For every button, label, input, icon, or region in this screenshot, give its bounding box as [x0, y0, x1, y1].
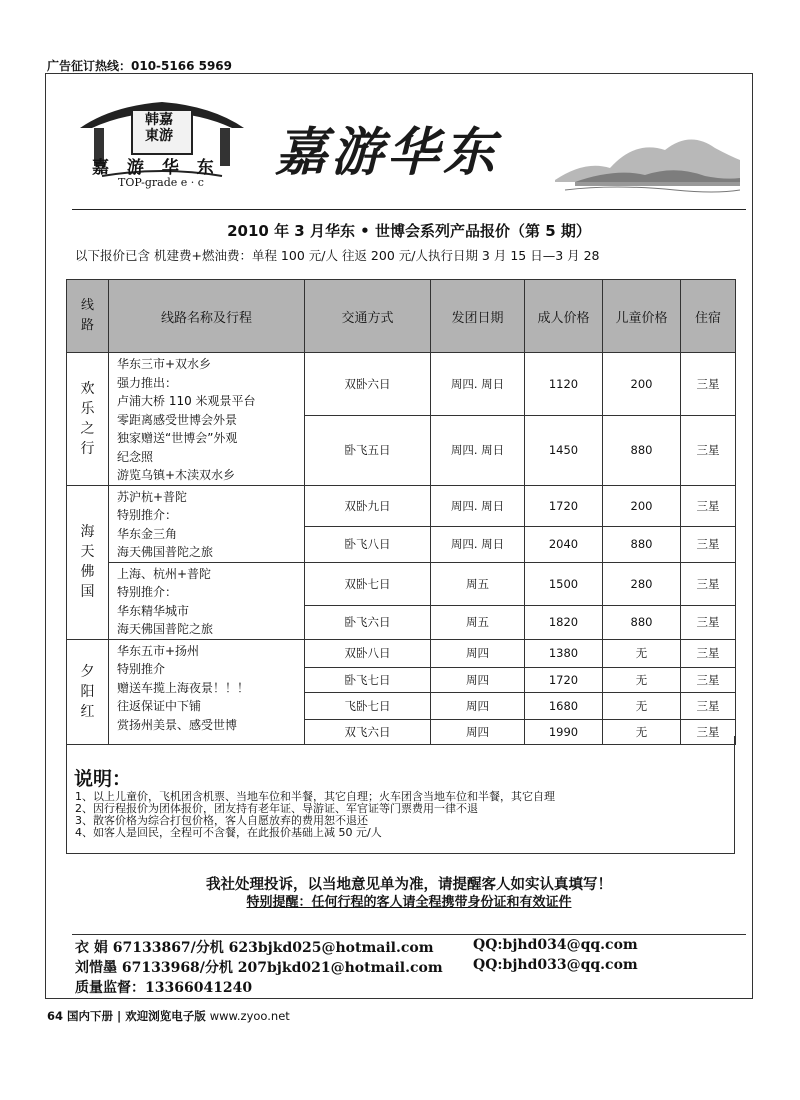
header-hotel: 住宿 [681, 280, 736, 353]
cell-adult: 1380 [525, 639, 603, 667]
route-line: 上海、杭州+普陀 [117, 566, 212, 581]
cell-adult: 1120 [525, 353, 603, 416]
logo-plaque: 韩嘉東游 [145, 112, 173, 144]
cell-transport: 双卧八日 [305, 639, 431, 667]
route-line: 纪念照 [117, 449, 154, 464]
header-transport: 交通方式 [305, 280, 431, 353]
table-row [67, 562, 736, 606]
price-note: 以下报价已含 机建费+燃油费：单程 100 元/人 往返 200 元/人执行日期 3 月 15 日—3 月 28 [75, 248, 600, 263]
cell-child: 无 [603, 667, 681, 692]
cell-transport: 双飞六日 [305, 719, 431, 744]
mountain-landscape-illustration [555, 120, 740, 200]
notes-title: 说明： [74, 768, 132, 790]
cell-adult: 1720 [525, 485, 603, 526]
route-line: 游览乌镇+木渎双水乡 [117, 468, 236, 482]
cell-adult: 2040 [525, 526, 603, 562]
cell-transport: 卧飞七日 [305, 667, 431, 692]
note-line: 2、因行程报价为团体报价，团友持有老年证、导游证、军官证等门票费用一律不退 [75, 802, 478, 815]
route-line: 特别推介 [117, 662, 166, 676]
cell-hotel: 三星 [681, 639, 736, 667]
cell-date: 周四 [431, 692, 525, 719]
cell-hotel: 三星 [681, 692, 736, 719]
cell-transport: 双卧九日 [305, 485, 431, 526]
contact-line: 衣 娟 67133867/分机 623bjkd025@hotmail.com QQ:bjhd034@qq.com [75, 937, 638, 956]
cell-hotel: 三星 [681, 353, 736, 416]
route-group-name: 夕阳红 [67, 639, 109, 744]
logo-subtitle: TOP-grade e · c [118, 176, 204, 189]
table-row [67, 485, 736, 526]
cell-child: 880 [603, 526, 681, 562]
cell-date: 周五 [431, 606, 525, 639]
special-reminder: 特别提醒：任何行程的客人请全程携带身份证和有效证件 [246, 895, 572, 910]
tour-price-table [66, 279, 736, 745]
cell-child: 280 [603, 562, 681, 606]
cell-adult: 1500 [525, 562, 603, 606]
route-line: 独家赠送“世博会”外观 [117, 431, 238, 445]
complaint-notice: 我社处理投诉，以当地意见单为准，请提醒客人如实认真填写！ [206, 877, 612, 893]
route-description [109, 562, 305, 639]
cell-transport: 卧飞八日 [305, 526, 431, 562]
route-line: 赠送车揽上海夜景！！！ [117, 680, 250, 695]
route-line: 强力推出： [117, 375, 178, 390]
header-route: 线路名称及行程 [109, 280, 305, 353]
route-line: 特别推介： [117, 508, 178, 522]
cell-date: 周四 [431, 667, 525, 692]
cell-hotel: 三星 [681, 606, 736, 639]
cell-hotel: 三星 [681, 719, 736, 744]
note-line: 3、散客价格为综合打包价格，客人自愿放弃的费用恕不退还 [75, 814, 368, 827]
route-group-name: 欢乐之行 [67, 353, 109, 486]
route-line: 海天佛国普陀之旅 [117, 545, 214, 559]
quality-supervision: 质量监督：13366041240 [75, 980, 253, 996]
cell-date: 周四. 周日 [431, 485, 525, 526]
header-adult-price: 成人价格 [525, 280, 603, 353]
route-line: 往返保证中下铺 [117, 699, 202, 713]
cell-child: 无 [603, 719, 681, 744]
cell-child: 200 [603, 485, 681, 526]
cell-child: 880 [603, 415, 681, 485]
cell-hotel: 三星 [681, 562, 736, 606]
cell-adult: 1720 [525, 667, 603, 692]
cell-adult: 1990 [525, 719, 603, 744]
brand-calligraphy: 嘉游华东 [275, 122, 500, 183]
note-line: 1、以上儿童价，飞机团含机票、当地车位和半餐，其它自理；火车团含当地车位和半餐，其它自理 [75, 790, 555, 803]
cell-transport: 卧飞五日 [305, 415, 431, 485]
route-line: 赏扬州美景、感受世博 [117, 717, 238, 732]
cell-child: 200 [603, 353, 681, 416]
route-line: 苏沪杭+普陀 [117, 489, 188, 504]
cell-date: 周四. 周日 [431, 353, 525, 416]
header-child-price: 儿童价格 [603, 280, 681, 353]
route-group-name: 海天佛国 [67, 485, 109, 639]
header-divider [72, 209, 746, 210]
logo-characters: 嘉 游 华 东 [92, 158, 220, 178]
price-list-title: 2010 年 3 月华东 • 世博会系列产品报价（第 5 期） [227, 222, 591, 240]
cell-date: 周四. 周日 [431, 526, 525, 562]
cell-hotel: 三星 [681, 485, 736, 526]
header-line: 线路 [67, 280, 109, 353]
route-line: 华东精华城市 [117, 603, 190, 618]
route-line: 海天佛国普陀之旅 [117, 622, 214, 636]
table-row [67, 353, 736, 416]
ad-hotline: 广告征订热线：010-5166 5969 [47, 59, 233, 73]
cell-child: 无 [603, 692, 681, 719]
cell-date: 周五 [431, 562, 525, 606]
cell-transport: 卧飞六日 [305, 606, 431, 639]
route-line: 华东三市+双水乡 [117, 357, 212, 371]
route-description [109, 485, 305, 562]
cell-date: 周四. 周日 [431, 415, 525, 485]
cell-hotel: 三星 [681, 415, 736, 485]
cell-adult: 1680 [525, 692, 603, 719]
note-line: 4、如客人是回民，全程可不含餐，在此报价基础上减 50 元/人 [75, 826, 382, 839]
route-line: 零距离感受世博会外景 [117, 412, 238, 427]
cell-hotel: 三星 [681, 526, 736, 562]
route-line: 华东五市+扬州 [117, 643, 200, 658]
route-line: 华东金三角 [117, 526, 178, 541]
route-description [109, 639, 305, 744]
route-line: 特别推介： [117, 585, 178, 599]
contact-divider [72, 934, 746, 935]
cell-date: 周四 [431, 639, 525, 667]
cell-child: 无 [603, 639, 681, 667]
route-description [109, 353, 305, 486]
table-header-row [67, 280, 736, 353]
website-link[interactable]: www.zyoo.net [209, 1009, 290, 1023]
cell-hotel: 三星 [681, 667, 736, 692]
table-row [67, 639, 736, 667]
cell-adult: 1820 [525, 606, 603, 639]
contact-line: 刘惜墨 67133968/分机 207bjkd021@hotmail.com QQ:bjhd033@qq.com [75, 957, 638, 976]
route-line: 卢浦大桥 110 米观景平台 [117, 394, 256, 408]
cell-transport: 双卧七日 [305, 562, 431, 606]
header-date: 发团日期 [431, 280, 525, 353]
cell-child: 880 [603, 606, 681, 639]
page-footer: 64 国内下册 | 欢迎浏览电子版 www.zyoo.net [47, 1009, 290, 1023]
cell-transport: 双卧六日 [305, 353, 431, 416]
cell-date: 周四 [431, 719, 525, 744]
cell-adult: 1450 [525, 415, 603, 485]
cell-transport: 飞卧七日 [305, 692, 431, 719]
